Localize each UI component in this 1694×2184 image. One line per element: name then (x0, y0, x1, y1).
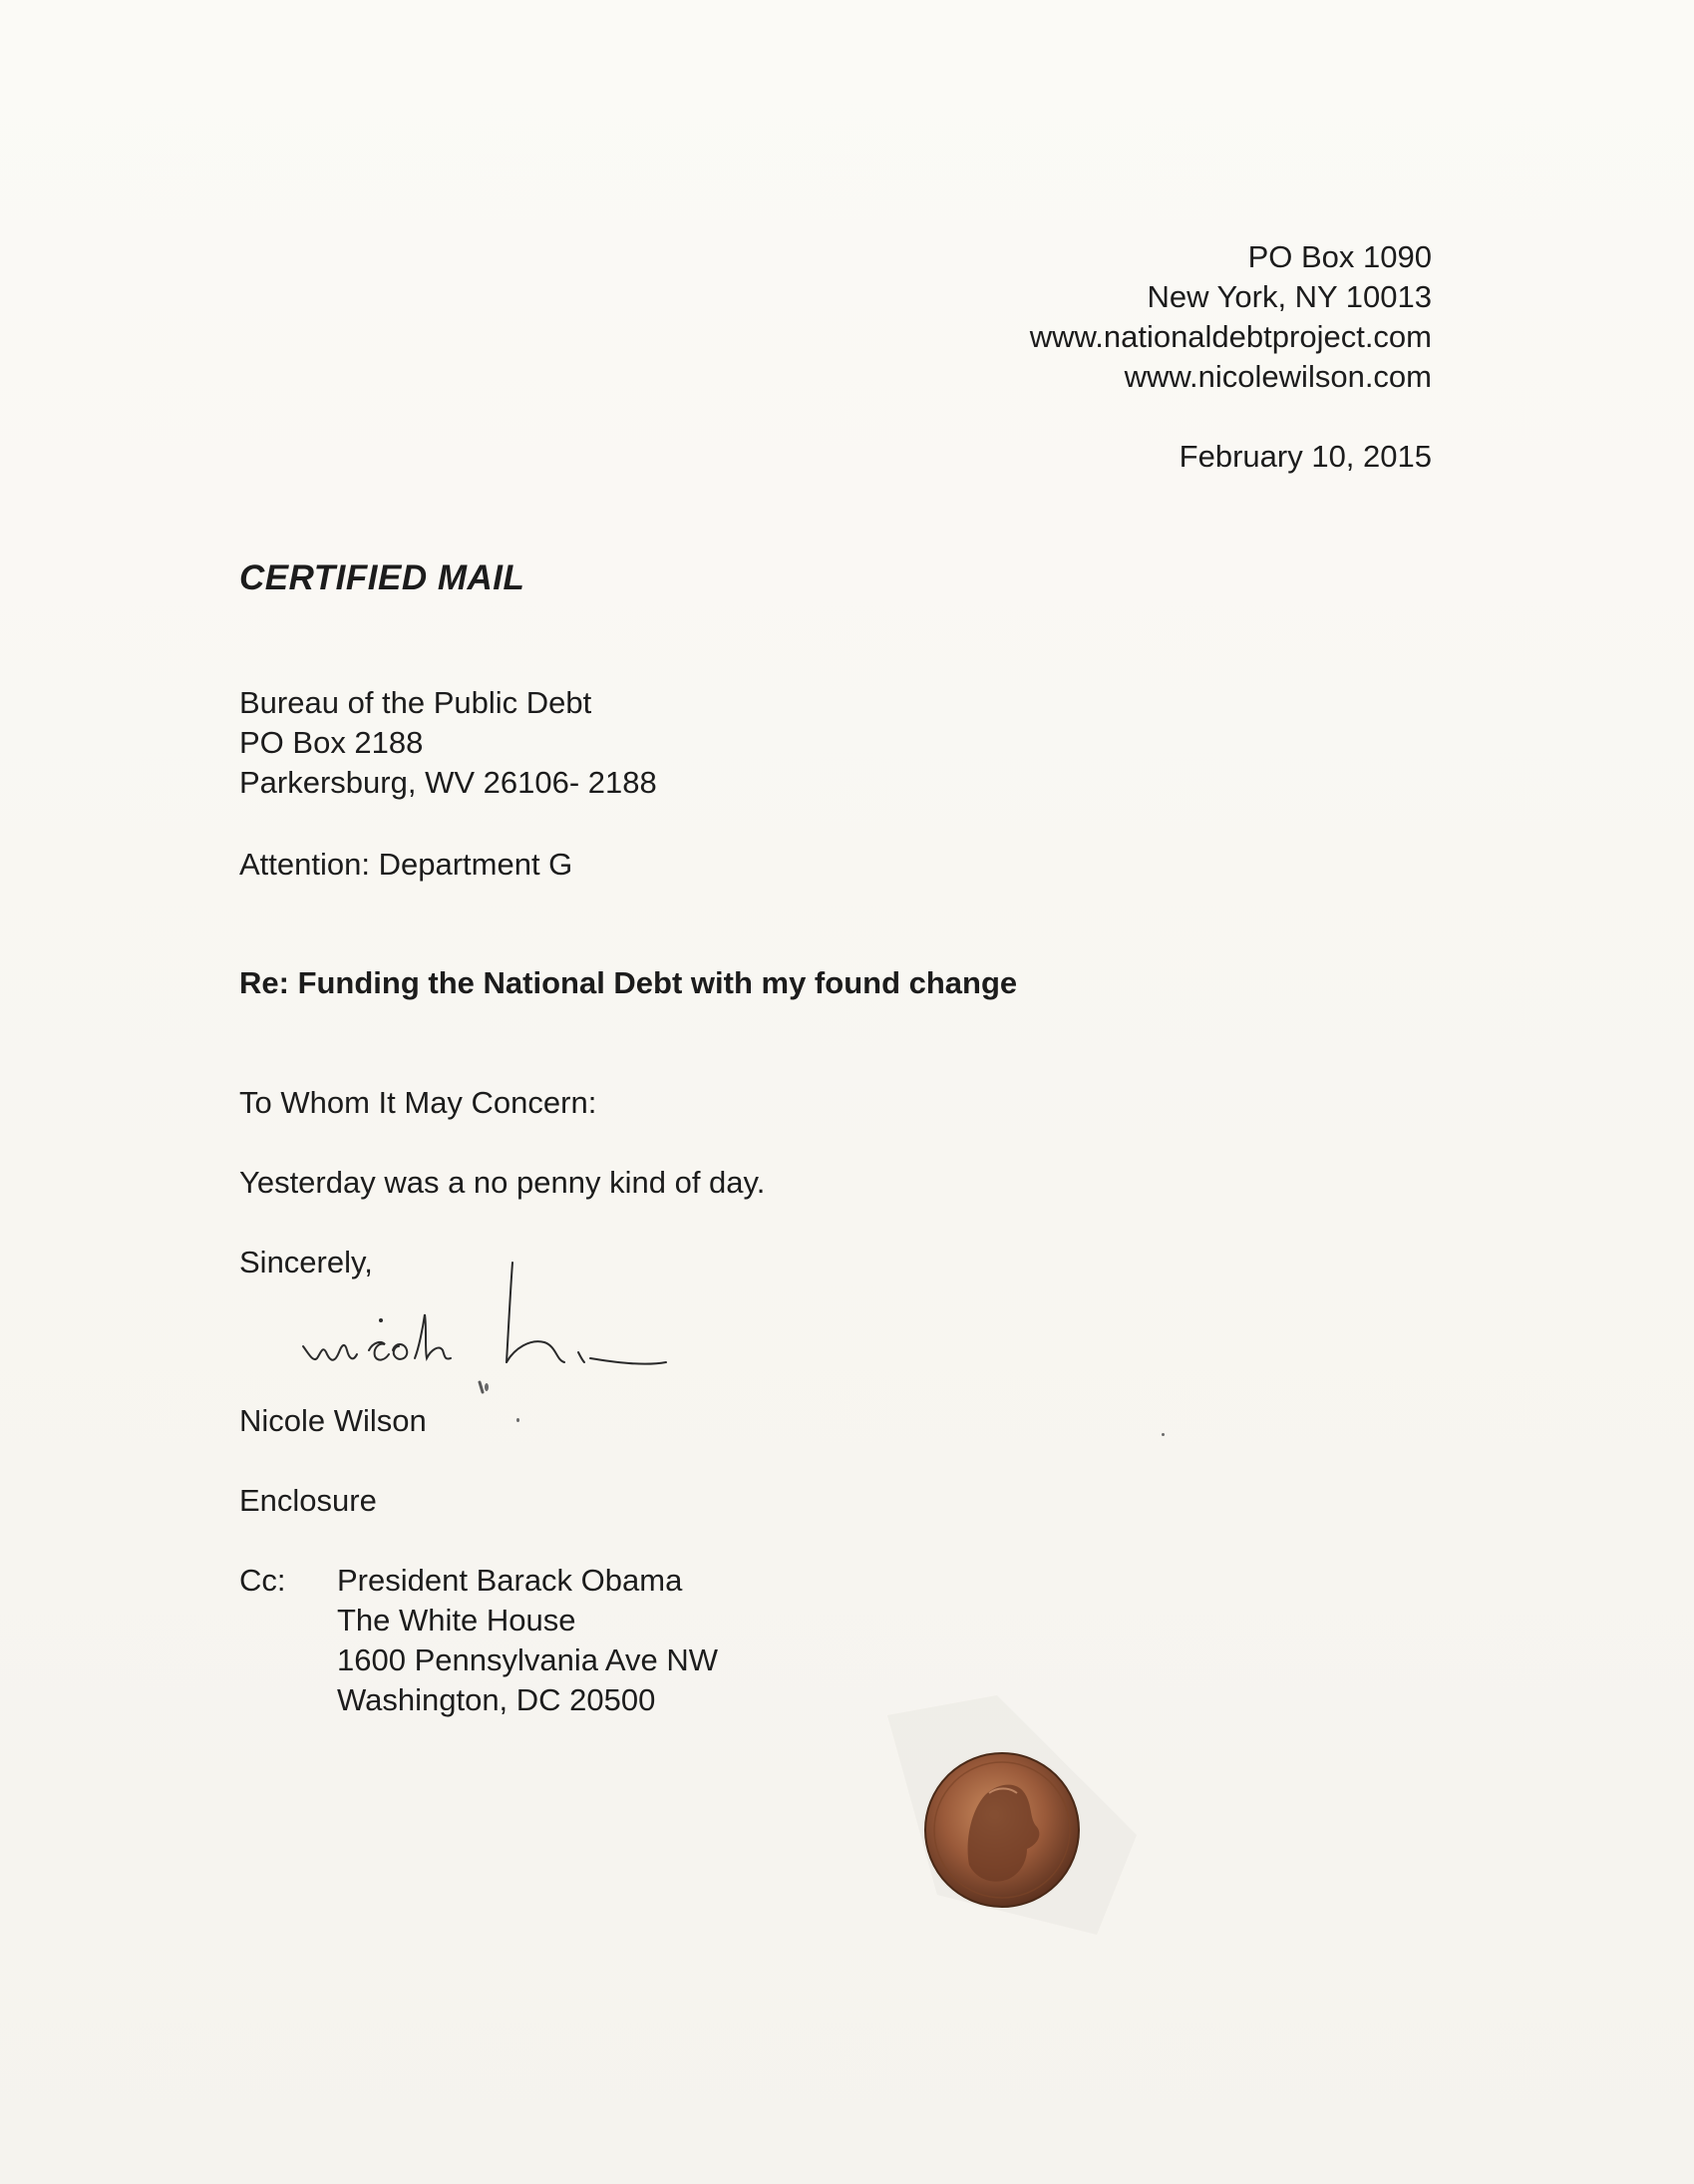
recipient-line: Bureau of the Public Debt (239, 685, 592, 720)
attention-line: Attention: Department G (239, 847, 573, 882)
return-address-line: www.nationaldebtproject.com (1029, 319, 1432, 354)
paper-speck (485, 1383, 489, 1391)
taped-penny-image (877, 1695, 1147, 1955)
subject-line: Re: Funding the National Debt with my found change (239, 965, 1018, 1000)
recipient-line: Parkersburg, WV 26106- 2188 (239, 765, 657, 800)
return-address-line: www.nicolewilson.com (1124, 359, 1432, 394)
signer-name: Nicole Wilson (239, 1403, 427, 1438)
paper-speck (1162, 1433, 1165, 1436)
letter-body: Yesterday was a no penny kind of day. (239, 1165, 766, 1200)
enclosure-note: Enclosure (239, 1483, 377, 1518)
return-address-line: PO Box 1090 (1247, 239, 1432, 274)
salutation: To Whom It May Concern: (239, 1085, 597, 1120)
letter-date: February 10, 2015 (1179, 439, 1432, 474)
handwritten-signature (295, 1259, 684, 1408)
certified-mail-heading: CERTIFIED MAIL (239, 558, 525, 597)
recipient-line: PO Box 2188 (239, 725, 424, 760)
cc-line: 1600 Pennsylvania Ave NW (337, 1642, 718, 1677)
cc-label: Cc: (239, 1563, 286, 1598)
return-address (1030, 237, 1432, 397)
recipient-address (239, 683, 657, 803)
closing: Sincerely, (239, 1245, 373, 1279)
cc-line: Washington, DC 20500 (337, 1682, 656, 1717)
return-address-line: New York, NY 10013 (1147, 279, 1432, 314)
cc-address (337, 1561, 718, 1720)
cc-line: President Barack Obama (337, 1563, 683, 1598)
cc-line: The White House (337, 1603, 576, 1638)
paper-speck (516, 1418, 519, 1422)
